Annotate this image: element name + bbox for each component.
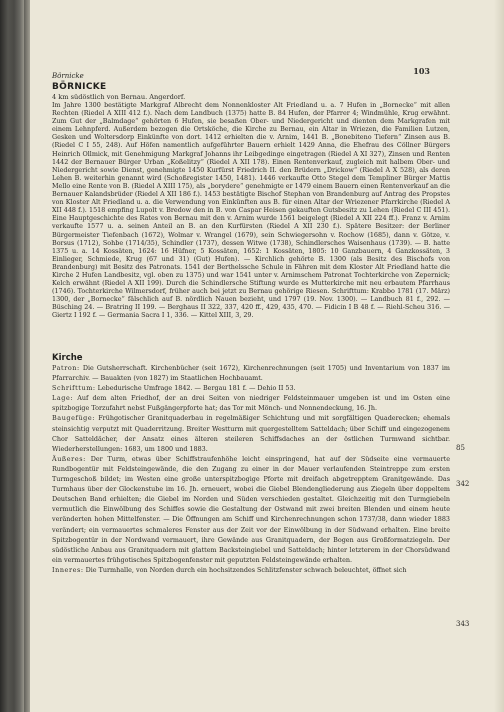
margin-number: 342 [456, 480, 470, 488]
paragraph-text: Lebedurische Umfrage 1842. — Bergau 181 f. — Dehio II 53. [95, 384, 296, 393]
section-heading-kirche: Kirche [52, 353, 83, 363]
page-header [52, 62, 430, 80]
paragraph-text: Die Turmhalle, von Norden durch ein hochsitzendes Schlitzfenster schwach beleuchtet, öffnet sich [83, 565, 407, 574]
margin-number: 85 [456, 444, 465, 452]
paragraph-label: Schrifttum: [52, 384, 96, 393]
paragraph-label: Patron: [52, 364, 80, 372]
paragraph-lage [52, 393, 450, 413]
paragraph-baugefuege [52, 413, 450, 453]
paragraph-label: Inneres: [52, 565, 84, 574]
paragraph-label: Äußeres: [52, 454, 86, 463]
paragraph-patron [52, 363, 450, 383]
paragraph-text: Die Gutsherrschaft. Kirchenbücher (seit 1672), Kirchenrechnungen (seit 1705) und Inventarium von 1837 im Pfarrarchiv. — Bauakten (von 1827) im Staatlichen Hochbauamt. [52, 364, 450, 383]
paragraph-inneres [52, 565, 450, 575]
entry-location: 4 km südöstlich von Bernau. Angerdorf. [52, 93, 186, 101]
paragraph-text: Auf dem alten Friedhof, der an drei Seiten von niedriger Feldsteinmauer umgeben ist und im Osten eine spitzbogige Torzufahrt nebst Fußgängerpforte hat; das Tor mit Mönch- und Nonnendeckung, 16. Jh. [52, 394, 450, 413]
paragraph-schrifttum [52, 383, 450, 393]
paragraph-aeusseres [52, 454, 450, 565]
page-edge [494, 0, 504, 712]
paragraph-label: Baugefüge: [52, 414, 96, 423]
page-number: 103 [413, 66, 430, 76]
margin-number: 343 [456, 620, 470, 628]
kirche-section [52, 363, 450, 575]
paragraph-text: Der Turm, etwas über Schiffstraufenhöhe leicht einspringend, hat auf der Südseite eine vermauerte Rundbogentür mit Feldsteingewände, die den Zugang zu einer in der Mauer verlaufenden Steintreppe zum ersten Turmgeschoß bildet; im Westen eine große unterspitzbogige Pforte mit dreifach abgetrepptem Granitgewände. Das Turmhaus über der Glockenstube im 16. Jh. erneuert, wobei die Giebel Blendengliederung aus Ziegeln über doppeltem Deutschen Band erhielten; die Giebel im Norden und Süden verschieden gestaltet. Gleichzeitig mit den Turmgiebeln vermutlich die Einwölbung des Schiffes sowie die Gestaltung der Ostwand mit zwei breiten Blenden und einem heute veränderten hohen Mittelfenster. — Die Öffnungen am Schiff und Kirchenrechnungen schon 1737/38, dann wieder 1883 verändert; ein vermauertes schmaleres Fenster aus der Zeit vor der Einwölbung in der Südwand erhalten. Eine breite Spitzbogentür in der Nordwand vermauert, ihre Gewände aus Granitquadern, der Bogen aus Großformatziegeln. Der südöstliche Anbau aus Granitquadern mit glattem Backsteingiebel und Satteldach; hinter letzterem in der Chorsüdwand ein vermauertes frühgotisches Spitzbogenfenster mit geputzten Feldsteingewände erhalten. [52, 454, 450, 564]
entry-title: BÖRNICKE [52, 82, 107, 92]
paragraph-text: Frühgotischer Granitquaderbau in regelmäßiger Schichtung und mit sorgfältigen Quaderecken; ehemals steinsichtig verputzt mit Quaderritzung. Breiter Westturm mit quergestelltem Satteldach; über Schiff und eingezogenem Chor Satteldächer, der Ansatz eines älteren steileren Schiffsdaches an der östlichen Turmwand sichtbar. Wiederherstellungen: 1683, um 1800 und 1883. [52, 414, 450, 453]
paragraph-label: Lage: [52, 394, 74, 403]
entry-history: Im Jahre 1300 bestätigte Markgraf Albrecht dem Nonnenkloster Alt Friedland u. a. 7 Hufen in „Bornecke“ mit allen Rechten (Riedel A XIII 412 f.). Nach dem Landbuch (1375) hatte B. 84 Hufen, der Pfarrer 4; Windmühle, Krug erwähnt. Zum Gut der „Balmdage“ gehörten 6 Hufen, sie besaßen Ober- und Niedergericht und dienten dem Markgrafen mit einem Lehnpferd. Außerdem bezogen die Ortsköche, die Kirche zu Bernau, ein Altar in Wriezen, die Familien Lutzen, Gesken und Woltersdorp Einkünfte von dort. 1412 erhielten die v. Arnim, 1441 B. „Bonebiteno Tiefern“ Zinsen aus B. (Riedel C I 55, 248). Auf Höfen namentlich aufgeführter Bauern erhielt 1429 Anna, die Ehefrau des Cöllner Bürgers Heinrich Ollmick, mit Genehmigung Markgraf Johanns ihr Leibgedinge eingetragen (Riedel A XI 327), Zinsen und Renten 1442 der Bernauer Bürger Urban „Koßelitzy“ (Riedel A XII 178). Einen Rentenverkauf, zugleich mit halbem Ober- und Niedergericht sowie Dienst, genehmigte 1450 Kurfürst Friedrich II. den Brüdern „Drickow“ (Riedel A X 528), als deren Lehen B. weiterhin genannt wird (Schoßregister 1450, 1481). 1446 verkaufte Otto Stegel dem Templiner Bürger Mattis Mello eine Rente von B. (Riedel A XIII 175), als „borydere“ genehmigte er 1479 einem Bauern einen Rentenverkauf an die Bernauer Kalandsbrüder (Riedel A XII 186 f.). 1453 bestätigte Bischof Stephan von Brandenburg auf Antrag des Propstes von Kloster Alt Friedland u. a. die Verwendung von Einkünften aus B. für einen Altar der Wriezener Pfarrkirche (Riedel A XII 448 f.). 1518 empfing Lupolt v. Bredow den in B. von Caspar Heisen gekauften Gutsbesitz zu Lehen (Riedel C III 451). Eine Hauptgeschichte des Rates von Bernau mit den v. Arnim wurde 1561 beigelegt (Riedel A XII 224 ff.). Franz v. Arnim verkaufte 1577 u. a. seinen Anteil an B. an den Kurfürsten (Riedel A XII 230 f.). Spätere Besitzer: der Berliner Bürgermeister Tiefenbach (1672), Wolmar v. Wrangel (1679), sein Schwiegersohn v. Rochow (1685), dann v. Götze, v. Borsus (1712), Sohbe (1714/35), Schindler (1737), dessen Witwe (1738), Schindlersches Waisenhaus (1739). — B. hatte 1375 u. a. 14 Kossäten, 1624: 16 Hüfner, 5 Kossäten, 1652: 1 Kossäten, 1805: 10 Ganzbauern, 4 Ganzkossäten, 3 Einlieger, Schmiede, Krug (67 und 31) (Gut) Hufen). — Kirchlich gehörte B. 1300 (als Besitz des Bischofs von Brandenburg) mit Besitz des Patronats. 1541 der Berthelssche Schule in Fähren mit dem Kloster Alt Friedland hatte die Kirche 2 Hufen Landbesitz, vgl. oben zu 1375) und war 1541 unter v. Arnimschem Patronat Tochterkirche von Zepernick; Kelch erwähnt (Riedel A XII 199). Durch die Schindlersche Stiftung wurde es Mutterkirche mit neu erbautem Pfarrhaus (1746). Tochterkirche Wilmersdorf, früher auch bei jetzt zu Bernau gehörige Riesen. Schrifttum: Krabbo 1781 (17. März) 1300, der „Bornecke“ fälschlich auf B. nördlich Nauen bezieht, und 1797 (19. Nov. 1300). — Landbuch 81 f., 292. — Büsching 24. — Bratring II 199. — Berghaus II 322, 337, 420 ff., 429, 435, 470. — Fidicin I B 48 f. — Riehl-Scheu 316. — Giertz I 192 f. — Germania Sacra I 1, 336. — Kittel XIII, 3, 29. [52, 101, 450, 320]
running-head: Börnicke [52, 72, 84, 80]
